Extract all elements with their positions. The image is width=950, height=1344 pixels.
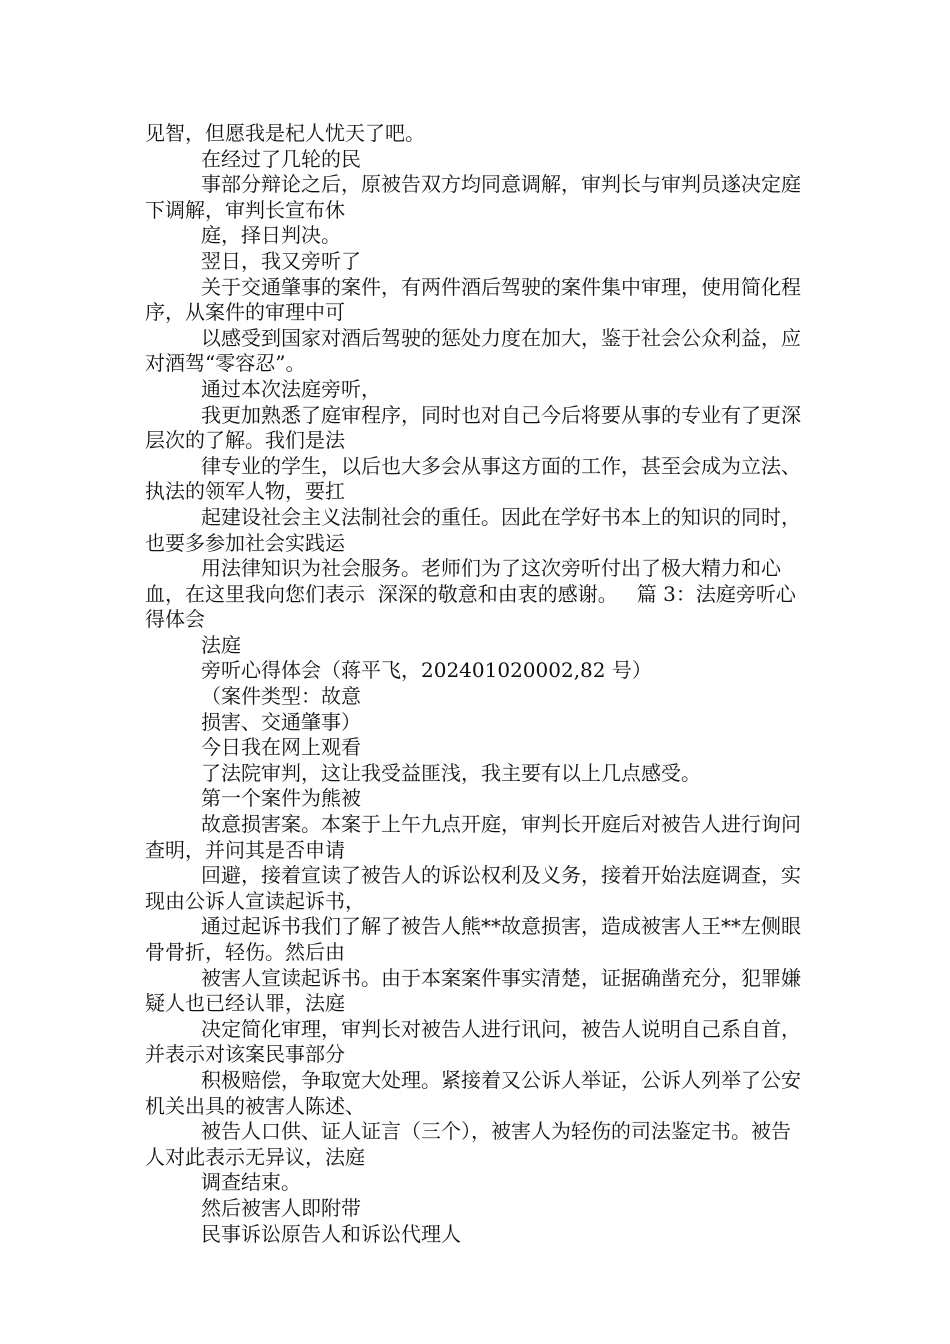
paragraph: 法庭 xyxy=(201,632,241,657)
paragraph: 了法院审判，这让我受益匪浅，我主要有以上几点感受。 xyxy=(201,760,701,785)
document-body xyxy=(145,121,810,1247)
paragraph: 故意损害案。本案于上午九点开庭，审判长开庭后对被告人进行询问查明，并问其是否申请 xyxy=(145,812,801,862)
paragraph: 被告人口供、证人证言（三个），被害人为轻伤的司法鉴定书。被告人对此表示无异议，法庭 xyxy=(145,1119,791,1169)
paragraph: 调查结束。 xyxy=(201,1170,301,1195)
paragraph: 以感受到国家对酒后驾驶的惩处力度在加大，鉴于社会公众利益，应对酒驾“零容忍”。 xyxy=(145,325,801,376)
paragraph: 积极赔偿，争取宽大处理。紧接着又公诉人举证，公诉人列举了公安机关出具的被害人陈述、 xyxy=(145,1067,801,1118)
paragraph: 第一个案件为熊被 xyxy=(201,786,361,811)
paragraph: 事部分辩论之后，原被告双方均同意调解，审判长与审判员遂决定庭下调解，审判长宣布休 xyxy=(145,172,801,222)
paragraph: 用法律知识为社会服务。老师们为了这次旁听付出了极大精力和心血，在这里我向您们表示 深深的敬意和由衷的感谢。 篇 3：法庭旁听心得体会 xyxy=(145,556,796,632)
paragraph: 庭，择日判决。 xyxy=(201,223,341,248)
paragraph: 翌日，我又旁听了 xyxy=(201,248,361,273)
paragraph: 通过本次法庭旁听， xyxy=(201,376,381,401)
paragraph: 损害、交通肇事） xyxy=(201,709,361,734)
paragraph: （案件类型：故意 xyxy=(201,684,361,709)
paragraph: 旁听心得体会（蒋平飞，202401020002,82 号） xyxy=(201,658,652,683)
paragraph: 起建设社会主义法制社会的重任。因此在学好书本上的知识的同时，也要多参加社会实践运 xyxy=(145,504,801,555)
paragraph: 今日我在网上观看 xyxy=(201,735,361,760)
paragraph: 在经过了几轮的民 xyxy=(201,146,361,171)
paragraph: 律专业的学生，以后也大多会从事这方面的工作，甚至会成为立法、执法的领军人物，要扛 xyxy=(145,453,801,504)
paragraph: 关于交通肇事的案件，有两件酒后驾驶的案件集中审理，使用简化程序，从案件的审理中可 xyxy=(145,274,801,325)
paragraph: 然后被害人即附带 xyxy=(201,1195,361,1220)
paragraph: 见智，但愿我是杞人忧天了吧。 xyxy=(145,121,425,145)
paragraph: 被害人宣读起诉书。由于本案案件事实清楚，证据确凿充分，犯罪嫌疑人也已经认罪，法庭 xyxy=(145,965,801,1016)
paragraph: 民事诉讼原告人和诉讼代理人 xyxy=(201,1221,461,1246)
paragraph: 我更加熟悉了庭审程序，同时也对自己今后将要从事的专业有了更深层次的了解。我们是法 xyxy=(145,402,801,453)
paragraph: 通过起诉书我们了解了被告人熊**故意损害，造成被害人王**左侧眼骨骨折，轻伤。然后由 xyxy=(145,914,801,964)
paragraph: 决定简化审理，审判长对被告人进行讯问，被告人说明自己系自首，并表示对该案民事部分 xyxy=(145,1016,801,1067)
paragraph: 回避，接着宣读了被告人的诉讼权利及义务，接着开始法庭调查，实现由公诉人宣读起诉书， xyxy=(145,863,801,913)
